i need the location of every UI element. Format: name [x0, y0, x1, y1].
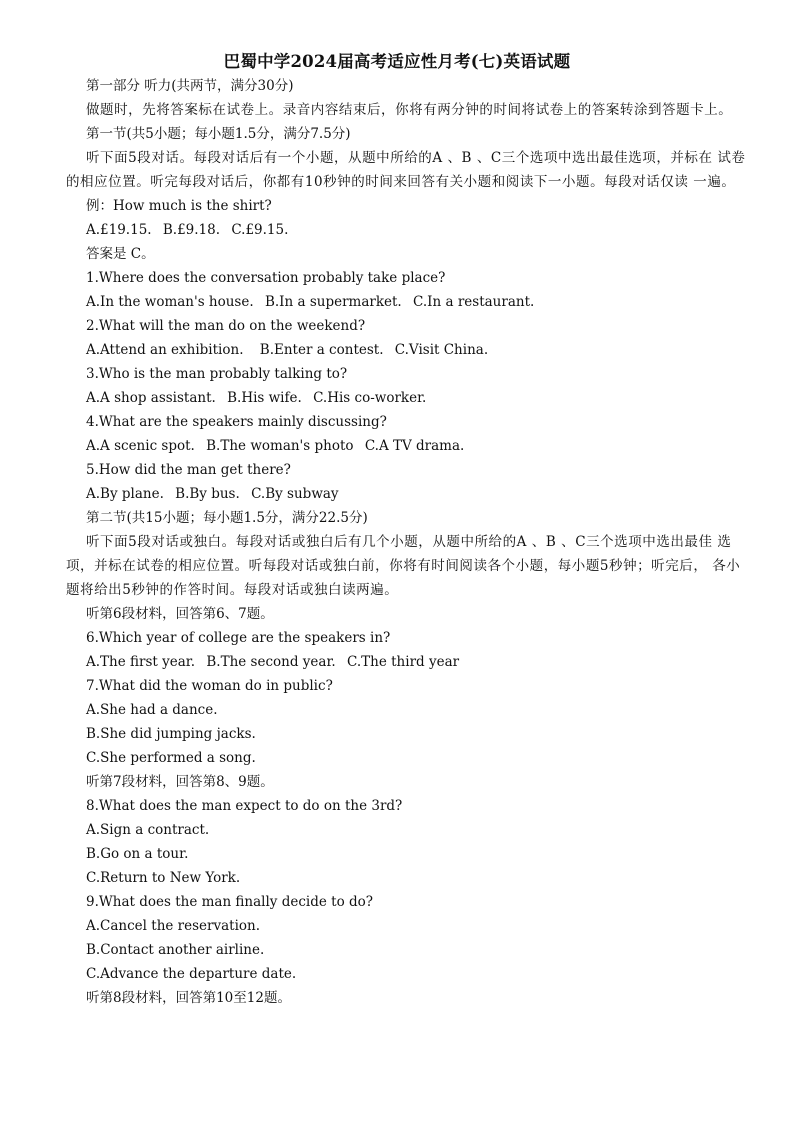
option-a: A.A shop assistant.: [86, 390, 216, 406]
example-option-b: B.£9.18.: [162, 222, 221, 238]
example-answer: 答案是 C。: [86, 246, 155, 262]
option-c: C.Visit China.: [394, 342, 489, 358]
question-2-options: [66, 338, 746, 362]
option-c: C.By subway: [251, 486, 339, 502]
question-7: 7.What did the woman do in public?: [86, 678, 333, 694]
example-options: [66, 218, 746, 242]
question-5-options: [66, 482, 746, 506]
question-5: 5.How did the man get there?: [86, 462, 291, 478]
example-option-c: C.£9.15.: [231, 222, 289, 238]
option-c: C.The third year: [347, 654, 460, 670]
question-4: 4.What are the speakers mainly discussing?: [86, 414, 387, 430]
question-7-option-c: C.She performed a song.: [86, 750, 256, 766]
option-a: A.By plane.: [86, 486, 164, 502]
question-4-options: [66, 434, 746, 458]
question-2: 2.What will the man do on the weekend?: [86, 318, 366, 334]
option-a: A.A scenic spot.: [86, 438, 195, 454]
option-a: A.Attend an exhibition.: [86, 342, 244, 358]
question-6: 6.Which year of college are the speakers in?: [86, 630, 391, 646]
option-b: B.Enter a contest.: [259, 342, 384, 358]
option-a: A.The first year.: [86, 654, 196, 670]
question-8: 8.What does the man expect to do on the 3rd?: [86, 798, 403, 814]
option-b: B.The second year.: [206, 654, 336, 670]
example-option-a: A.£19.15.: [86, 222, 152, 238]
question-1: 1.Where does the conversation probably take place?: [86, 270, 446, 286]
material-8-prompt: 听第8段材料，回答第10至12题。: [86, 990, 291, 1006]
option-c: C.A TV drama.: [364, 438, 465, 454]
option-b: B.The woman's photo: [206, 438, 354, 454]
question-3-options: [66, 386, 746, 410]
question-6-options: [66, 650, 746, 674]
page-title: 巴蜀中学2024届高考适应性月考(七)英语试题: [223, 52, 571, 71]
question-8-option-a: A.Sign a contract.: [86, 822, 210, 838]
option-b: B.His wife.: [227, 390, 302, 406]
question-3: 3.Who is the man probably talking to?: [86, 366, 348, 382]
section1-heading: 第一节(共5小题；每小题1.5分，满分7.5分): [86, 126, 351, 142]
question-8-option-b: B.Go on a tour.: [86, 846, 189, 862]
question-9-option-c: C.Advance the departure date.: [86, 966, 297, 982]
option-b: B.By bus.: [175, 486, 240, 502]
question-8-option-c: C.Return to New York.: [86, 870, 241, 886]
section2-heading: 第二节(共15小题；每小题1.5分，满分22.5分): [86, 510, 368, 526]
question-9-option-a: A.Cancel the reservation.: [86, 918, 261, 934]
option-c: C.His co-worker.: [313, 390, 427, 406]
question-1-options: [66, 290, 746, 314]
option-a: A.In the woman's house.: [86, 294, 254, 310]
material-6-prompt: 听第6段材料，回答第6、7题。: [86, 606, 274, 622]
question-9: 9.What does the man finally decide to do?: [86, 894, 374, 910]
option-b: B.In a supermarket.: [264, 294, 402, 310]
question-9-option-b: B.Contact another airline.: [86, 942, 265, 958]
question-7-option-b: B.She did jumping jacks.: [86, 726, 256, 742]
part1-heading: 第一部分 听力(共两节，满分30分): [86, 78, 294, 94]
section2-instructions: 听下面5段对话或独白。每段对话或独白后有几个小题，从题中所给的A 、B 、C三个选项中选出最佳 选项，并标在试卷的相应位置。听每段对话或独白前，你将有时间阅读各个小题，每小题5秒钟；听完后， 各小题将给出5秒钟的作答时间。每段对话或独白读两遍。: [66, 534, 741, 598]
intro-paragraph: 做题时，先将答案标在试卷上。录音内容结束后，你将有两分钟的时间将试卷上的答案转涂到答题卡上。: [86, 102, 733, 118]
exam-content: [66, 74, 746, 1010]
example-question: 例：How much is the shirt?: [86, 198, 272, 214]
section1-instructions: 听下面5段对话。每段对话后有一个小题，从题中所给的A 、B 、C三个选项中选出最佳选项，并标在 试卷的相应位置。听完每段对话后，你都有10秒钟的时间来回答有关小题和阅读下一小题。每段对话仅读 一遍。: [66, 150, 746, 190]
option-c: C.In a restaurant.: [413, 294, 535, 310]
question-7-option-a: A.She had a dance.: [86, 702, 218, 718]
material-7-prompt: 听第7段材料，回答第8、9题。: [86, 774, 274, 790]
